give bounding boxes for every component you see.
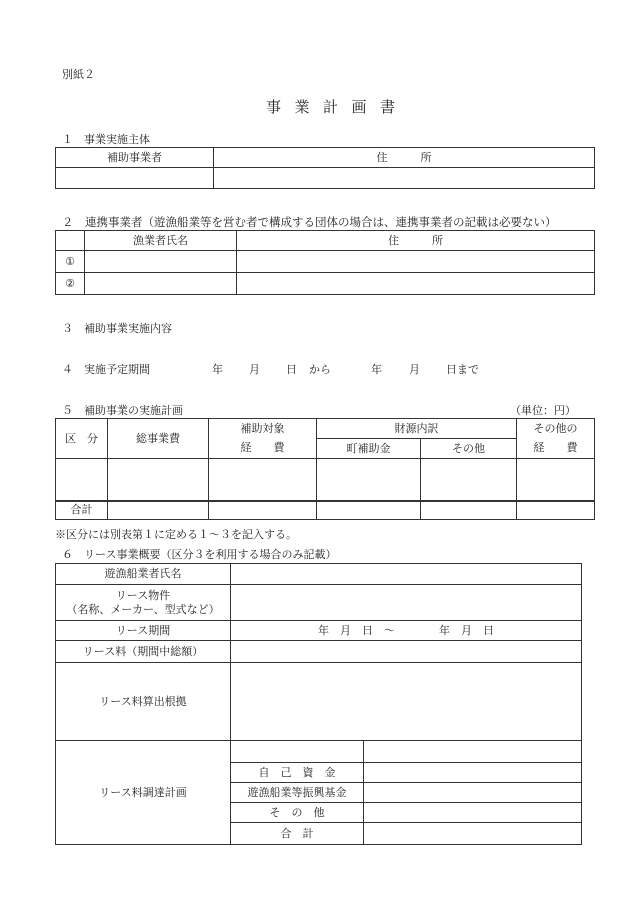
sec6-lease-item-line2: （名称、メーカー、型式など） (66, 602, 220, 616)
sec6-funding-own-capital: 自 己 資 金 (231, 763, 364, 783)
sec6-funding-value-cell[interactable] (364, 783, 582, 803)
sec5-table (55, 418, 595, 520)
sec5-total-sum-cell[interactable] (108, 501, 209, 520)
sec5-col-other: その他 (421, 439, 517, 459)
sec1-operator-cell[interactable] (56, 168, 214, 189)
sec6-operator-name-cell[interactable] (231, 564, 582, 585)
sec5-total-cell[interactable] (108, 459, 209, 501)
sec2-heading: ２ 連携事業者（遊漁船業等を営む者で構成する団体の場合は、連携事業者の記載は必要ない） (62, 215, 557, 229)
sec3-heading: ３ 補助事業実施内容 (62, 322, 172, 335)
sec6-funding-value-cell[interactable] (364, 763, 582, 783)
sec5-other-cell[interactable] (421, 459, 517, 501)
sec1-address-cell[interactable] (214, 168, 595, 189)
sec4-month1: 月 (249, 363, 260, 376)
sec6-funding-value-cell[interactable] (364, 823, 582, 845)
sec2-row-number: ② (56, 273, 85, 295)
sec5-category-cell[interactable] (56, 459, 108, 501)
sec4-heading: ４ 実施予定期間 (62, 363, 150, 376)
sec4-year1: 年 (212, 363, 223, 376)
sec6-lease-fee-cell[interactable] (231, 641, 582, 663)
sec1-col-operator: 補助事業者 (56, 148, 214, 168)
sec6-row-basis: リース料算出根拠 (56, 663, 231, 741)
sec5-other-cost-cell[interactable] (517, 459, 595, 501)
sec6-row-lease-fee: リース料（期間中総額） (56, 641, 231, 663)
sec6-period-text[interactable]: 年 月 日 ～ 年 月 日 (231, 621, 582, 641)
sec6-row-funding-plan: リース料調達計画 (56, 741, 231, 845)
sec2-table (55, 230, 595, 295)
sec6-row-lease-item (56, 585, 231, 621)
sec2-col-name: 漁業者氏名 (85, 231, 237, 251)
sec4-day2-until: 日まで (446, 363, 479, 376)
sec5-col-total: 総事業費 (108, 419, 209, 459)
sec5-col-subsidy-line1: 補助対象 (209, 419, 317, 439)
sec1-table (55, 147, 595, 189)
sec6-basis-cell[interactable] (231, 663, 582, 741)
sec4-day1: 日 (286, 363, 297, 376)
sec6-funding-value-cell[interactable] (364, 803, 582, 823)
sec6-lease-item-line1: リース物件 (115, 588, 171, 602)
sec4-from: から (309, 363, 331, 376)
sec2-col-address: 住 所 (237, 231, 595, 251)
sec6-row-operator-name: 遊漁船業者氏名 (56, 564, 231, 585)
sec6-funding-other: そ の 他 (231, 803, 364, 823)
sec6-funding-promotion-fund: 遊漁船業等振興基金 (231, 783, 364, 803)
sec6-funding-blank-value[interactable] (364, 741, 582, 763)
sec4-month2: 月 (409, 363, 420, 376)
sec1-col-address: 住 所 (214, 148, 595, 168)
sec2-name-cell[interactable] (85, 251, 237, 273)
page-title: 事業計画書 (266, 98, 409, 116)
sec6-lease-item-cell[interactable] (231, 585, 582, 621)
sec6-heading: ６ リース事業概要（区分３を利用する場合のみ記載） (62, 548, 337, 561)
sec2-name-cell[interactable] (85, 273, 237, 295)
sec2-address-cell[interactable] (237, 273, 595, 295)
attachment-label: 別紙２ (62, 68, 95, 81)
sec5-col-other-cost-line2: 経 費 (517, 439, 595, 459)
sec5-col-subsidy-line2: 経 費 (209, 439, 317, 459)
sec5-heading: ５ 補助事業の実施計画 (62, 404, 183, 417)
sec6-row-lease-period: リース期間 (56, 621, 231, 641)
sec5-town-cell[interactable] (317, 459, 421, 501)
sec5-town-sum-cell[interactable] (317, 501, 421, 520)
sec5-col-category: 区 分 (56, 419, 108, 459)
sec6-funding-blank-label (231, 741, 364, 763)
sec5-total-label: 合計 (56, 501, 108, 520)
sec5-other-sum-cell[interactable] (421, 501, 517, 520)
sec2-address-cell[interactable] (237, 251, 595, 273)
sec6-funding-total: 合 計 (231, 823, 364, 845)
sec5-subsidy-cell[interactable] (209, 459, 317, 501)
sec5-col-town: 町補助金 (317, 439, 421, 459)
sec5-note: ※区分には別表第１に定める１～３を記入する。 (55, 528, 297, 541)
sec5-subsidy-sum-cell[interactable] (209, 501, 317, 520)
sec5-other-cost-sum-cell[interactable] (517, 501, 595, 520)
sec2-row-number: ① (56, 251, 85, 273)
sec4-year2: 年 (371, 363, 382, 376)
sec6-table (55, 563, 582, 845)
sec2-col-blank (56, 231, 85, 251)
sec5-unit: （単位：円） (510, 404, 576, 417)
sec5-col-funding: 財源内訳 (317, 419, 517, 439)
sec1-heading: １ 事業実施主体 (62, 133, 150, 146)
sec5-col-other-cost-line1: その他の (517, 419, 595, 439)
